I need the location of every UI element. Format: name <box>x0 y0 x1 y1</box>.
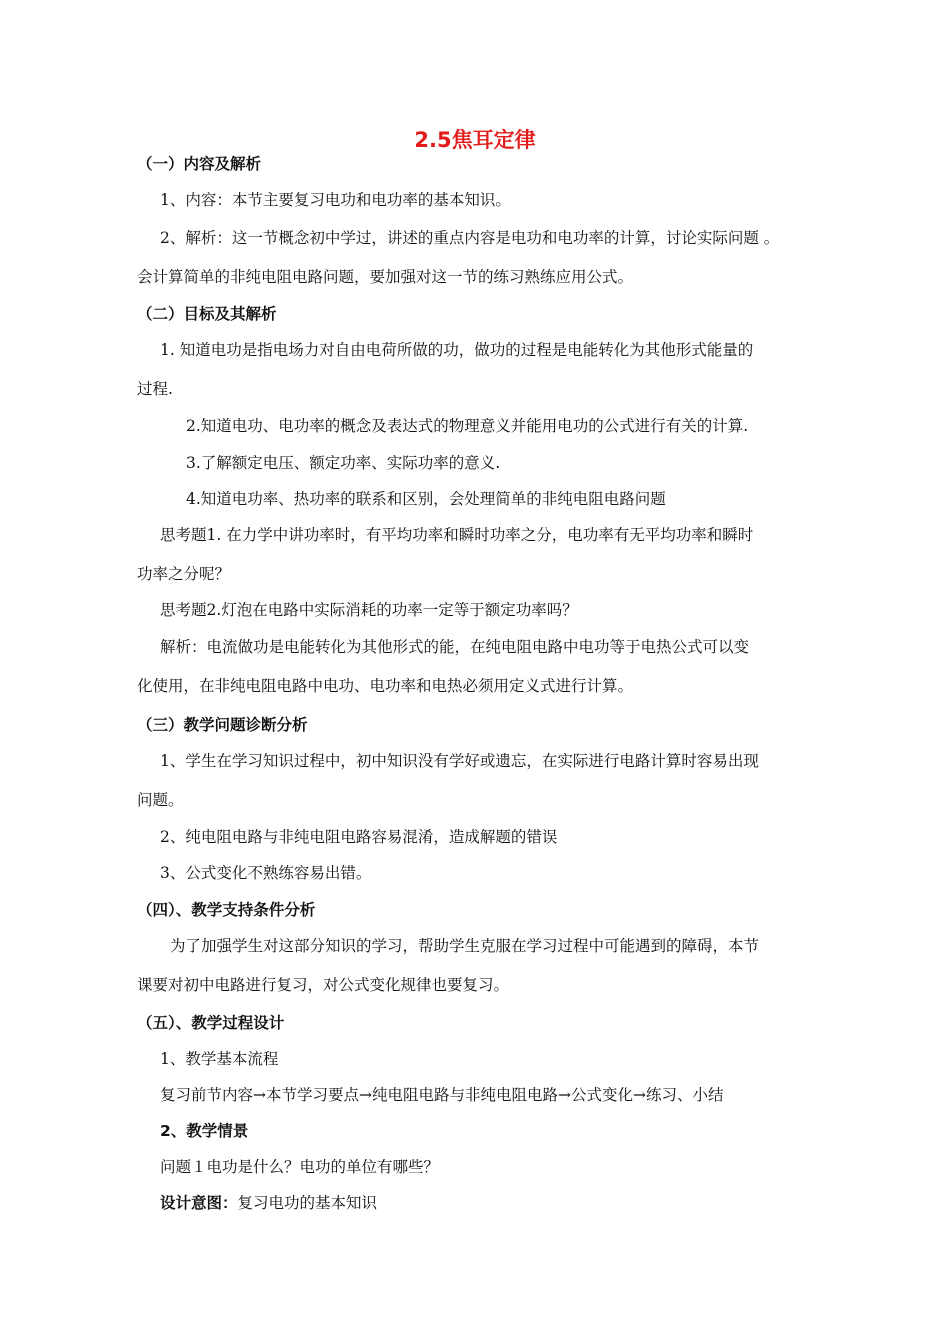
design-intent <box>160 1191 377 1213</box>
teaching-flow: 复习前节内容→本节学习要点→纯电阻电路与非纯电阻电路→公式变化→练习、小结 <box>160 1086 724 1104</box>
section-5-heading: （五）、教学过程设计 <box>137 1014 285 1032</box>
section-1-heading: （一）内容及解析 <box>137 155 262 173</box>
analysis-paragraph-continued: 化使用，在非纯电阻电路中电功、电功率和电热必须用定义式进行计算。 <box>137 677 634 695</box>
goal-item: 3.了解额定电压、额定功率、实际功率的意义. <box>186 454 501 472</box>
paragraph-continued: 问题。 <box>137 791 184 809</box>
goal-item: 1. 知道电功是指电场力对自由电荷所做的功，做功的过程是电能转化为其他形式能量的 <box>160 341 754 359</box>
subsection-title: 2、教学情景 <box>160 1122 249 1140</box>
section-4-heading: （四）、教学支持条件分析 <box>137 901 316 919</box>
thinking-question-continued: 功率之分呢？ <box>137 565 231 583</box>
paragraph-continued: 会计算简单的非纯电阻电路问题，要加强对这一节的练习熟练应用公式。 <box>137 268 634 286</box>
document-title: 2.5焦耳定律 <box>414 128 536 152</box>
subsection-title: 1、教学基本流程 <box>160 1050 279 1068</box>
paragraph: 1、学生在学习知识过程中，初中知识没有学好或遗忘，在实际进行电路计算时容易出现 <box>160 752 759 770</box>
analysis-paragraph: 解析：电流做功是电能转化为其他形式的能，在纯电阻电路中电功等于电热公式可以变 <box>160 638 750 656</box>
goal-item-continued: 过程. <box>137 380 173 398</box>
thinking-question: 思考题2.灯泡在电路中实际消耗的功率一定等于额定功率吗？ <box>160 601 578 619</box>
paragraph: 1、内容：本节主要复习电功和电功率的基本知识。 <box>160 191 511 209</box>
section-3-heading: （三）教学问题诊断分析 <box>137 716 308 734</box>
thinking-question: 思考题1. 在力学中讲功率时，有平均功率和瞬时功率之分，电功率有无平均功率和瞬时 <box>160 526 754 544</box>
paragraph-continued: 课要对初中电路进行复习，对公式变化规律也要复习。 <box>137 976 510 994</box>
paragraph: 为了加强学生对这部分知识的学习，帮助学生克服在学习过程中可能遇到的障碍，本节 <box>170 937 760 955</box>
paragraph: 2、纯电阻电路与非纯电阻电路容易混淆，造成解题的错误 <box>160 828 558 846</box>
paragraph: 3、公式变化不熟练容易出错。 <box>160 864 372 882</box>
design-intent-label: 设计意图： <box>160 1194 238 1212</box>
design-intent-text: 复习电功的基本知识 <box>237 1194 378 1212</box>
goal-item: 4.知道电功率、热功率的联系和区别，会处理简单的非纯电阻电路问题 <box>186 490 666 508</box>
goal-item: 2.知道电功、电功率的概念及表达式的物理意义并能用电功的公式进行有关的计算. <box>186 417 749 435</box>
paragraph: 2、解析：这一节概念初中学过，讲述的重点内容是电功和电功率的计算，讨论实际问题 。 <box>160 229 780 247</box>
section-2-heading: （二）目标及其解析 <box>137 305 277 323</box>
question-item: 问题１电功是什么？电功的单位有哪些？ <box>160 1158 440 1176</box>
